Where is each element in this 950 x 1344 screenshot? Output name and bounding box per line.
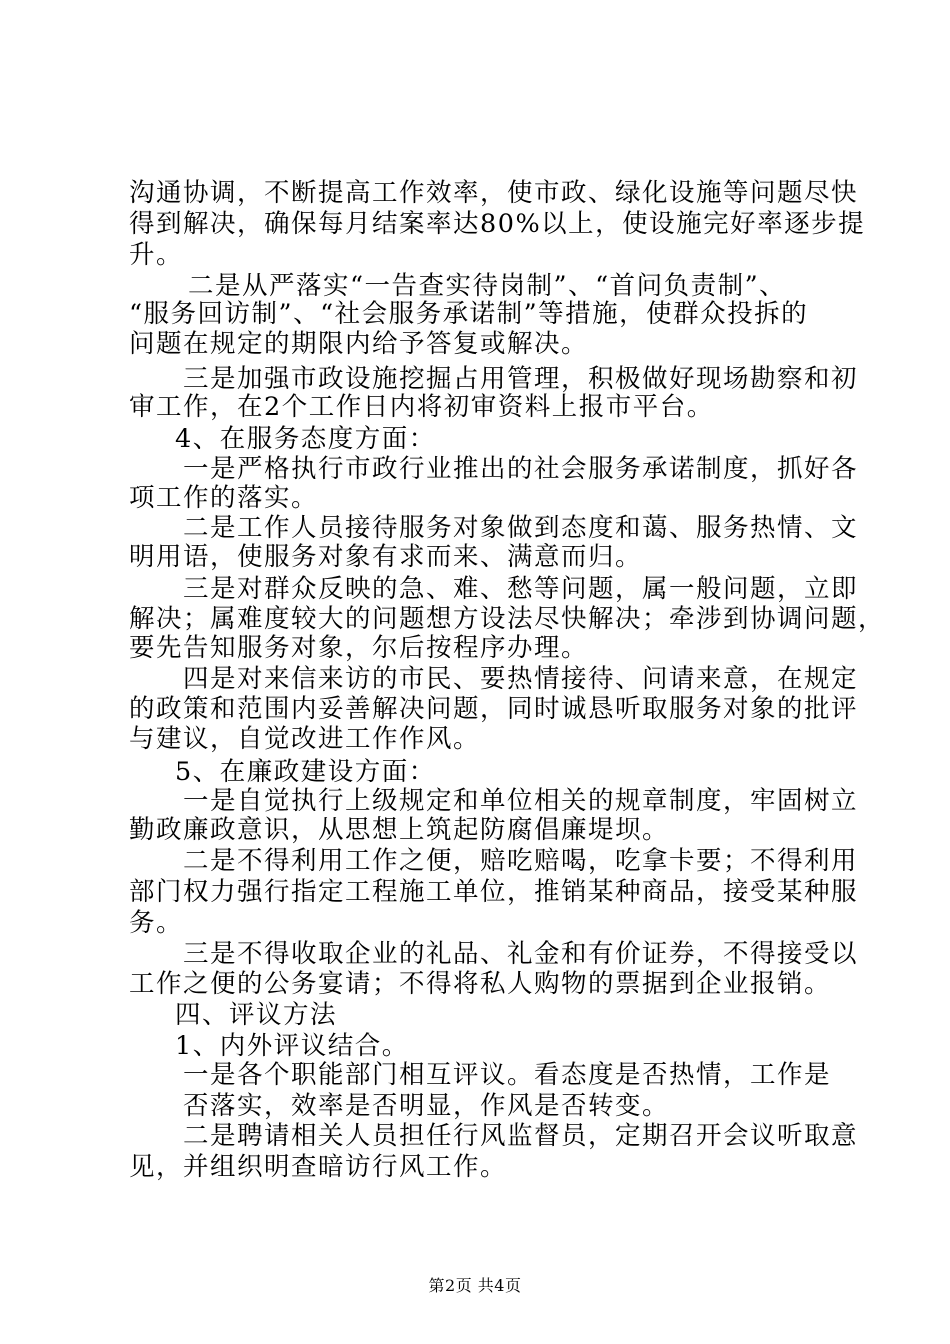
body-text-line: 务。 [129,908,184,938]
body-text-line: 工作之便的公务宴请；不得将私人购物的票据到企业报销。 [129,969,832,999]
body-text-line: “服务回访制”、“社会服务承诺制”等措施，使群众投拆的 [129,299,809,329]
body-text-line: 三是不得收取企业的礼品、礼金和有价证券，不得接受以 [183,939,859,969]
body-text-line: 解决；属难度较大的问题想方设法尽快解决；牵涉到协调问题， [129,604,886,634]
body-text-line: 见，并组织明查暗访行风工作。 [129,1152,508,1182]
body-text-line: 得到解决，确保每月结案率达80%以上，使设施完好率逐步提 [129,209,866,239]
body-text-line: 要先告知服务对象，尔后按程序办理。 [129,633,589,663]
body-text-line: 三是加强市政设施挖掘占用管理，积极做好现场勘察和初 [183,364,859,394]
body-text-line: 升。 [129,240,184,270]
body-text-line: 部门权力强行指定工程施工单位，推销某种商品，接受某种服 [129,877,859,907]
body-text-line: 一是自觉执行上级规定和单位相关的规章制度，牢固树立 [183,786,859,816]
body-text-line: 项工作的落实。 [129,483,319,513]
section-heading: 5、在廉政建设方面： [175,757,436,787]
body-text-line: 勤政廉政意识，从思想上筑起防腐倡廉堤坝。 [129,815,670,845]
body-text-line: 二是从严落实“一告查实待岗制”、“首问负责制”、 [188,271,787,301]
section-heading: 4、在服务态度方面： [175,424,436,454]
body-text-line: 问题在规定的期限内给予答复或解决。 [129,329,589,359]
body-text-line: 审工作，在2个工作日内将初审资料上报市平台。 [129,392,714,422]
body-text-line: 四是对来信来访的市民、要热情接待、问请来意，在规定 [183,664,859,694]
body-text-line: 二是聘请相关人员担任行风监督员，定期召开会议听取意 [183,1121,859,1151]
body-text-line: 二是不得利用工作之便，赔吃赔喝，吃拿卡要；不得利用 [183,846,859,876]
body-text-line: 二是工作人员接待服务对象做到态度和蔼、服务热情、文 [183,513,859,543]
body-text-line: 一是严格执行市政行业推出的社会服务承诺制度，抓好各 [183,454,859,484]
page-footer: 第2页 共4页 [428,1276,522,1295]
body-text-line: 与建议，自觉改进工作作风。 [129,724,481,754]
body-text-line: 明用语，使服务对象有求而来、满意而归。 [129,542,643,572]
body-text-line: 一是各个职能部门相互评议。看态度是否热情，工作是 [183,1060,832,1090]
body-text-line: 三是对群众反映的急、难、愁等问题，属一般问题，立即 [183,574,859,604]
body-text-line: 否落实，效率是否明显，作风是否转变。 [183,1091,670,1121]
section-heading: 四、评议方法 [175,1000,338,1030]
subsection-heading: 1、内外评议结合。 [175,1031,409,1061]
body-text-line: 的政策和范围内妥善解决问题，同时诚恳听取服务对象的批评 [129,694,859,724]
body-text-line: 沟通协调，不断提高工作效率，使市政、绿化设施等问题尽快 [129,178,859,208]
